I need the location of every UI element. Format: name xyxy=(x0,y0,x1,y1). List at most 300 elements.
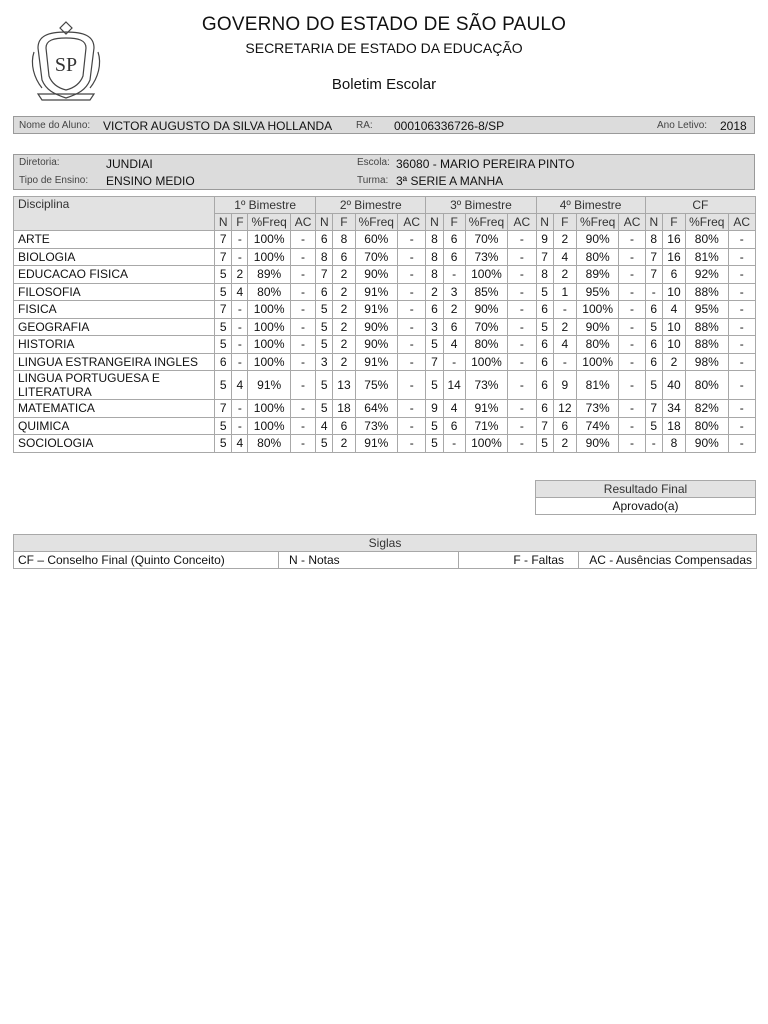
cell-absences: 6 xyxy=(553,417,576,435)
school-info-bar xyxy=(13,154,755,190)
cell-absences: - xyxy=(443,435,465,453)
cell-compensated: - xyxy=(619,336,645,354)
cell-frequency: 100% xyxy=(248,353,290,371)
cell-absences: - xyxy=(553,301,576,319)
cell-grade: 5 xyxy=(645,371,662,400)
cell-compensated: - xyxy=(508,400,536,418)
cell-frequency: 80% xyxy=(686,231,728,249)
cell-absences: 2 xyxy=(333,283,355,301)
cell-grade: 7 xyxy=(316,266,333,284)
cell-compensated: - xyxy=(619,266,645,284)
cell-grade: 7 xyxy=(536,248,553,266)
discipline-name: HISTORIA xyxy=(14,336,215,354)
subheader-ac: AC xyxy=(728,214,755,231)
discipline-name: SOCIOLOGIA xyxy=(14,435,215,453)
turma-value: 3ª SERIE A MANHA xyxy=(396,174,504,188)
cell-frequency: 90% xyxy=(686,435,728,453)
subheader-f: F xyxy=(232,214,248,231)
discipline-name: LINGUA PORTUGUESA E LITERATURA xyxy=(14,371,215,400)
cell-frequency: 100% xyxy=(248,231,290,249)
grades-table xyxy=(13,196,756,453)
cell-compensated: - xyxy=(619,371,645,400)
cell-compensated: - xyxy=(728,371,755,400)
cell-grade: 6 xyxy=(316,231,333,249)
cell-grade: 5 xyxy=(316,400,333,418)
cell-grade: 8 xyxy=(426,231,443,249)
cell-compensated: - xyxy=(728,417,755,435)
subheader-ac: AC xyxy=(398,214,426,231)
cell-grade: 5 xyxy=(215,266,232,284)
cell-grade: 5 xyxy=(426,336,443,354)
cell-frequency: 100% xyxy=(576,353,618,371)
cell-absences: 6 xyxy=(443,417,465,435)
cell-grade: 5 xyxy=(215,417,232,435)
cell-absences: 12 xyxy=(553,400,576,418)
cell-compensated: - xyxy=(728,266,755,284)
cell-frequency: 80% xyxy=(248,283,290,301)
cell-grade: 5 xyxy=(426,435,443,453)
subheader-f: F xyxy=(333,214,355,231)
cell-absences: - xyxy=(232,400,248,418)
cell-grade: 5 xyxy=(316,318,333,336)
period-header-1: 1º Bimestre xyxy=(215,197,316,214)
subheader-f: F xyxy=(662,214,685,231)
cell-absences: 2 xyxy=(333,353,355,371)
discipline-name: QUIMICA xyxy=(14,417,215,435)
cell-compensated: - xyxy=(290,231,315,249)
cell-compensated: - xyxy=(728,248,755,266)
cell-compensated: - xyxy=(290,353,315,371)
cell-grade: 5 xyxy=(316,435,333,453)
subheader-ac: AC xyxy=(619,214,645,231)
cell-compensated: - xyxy=(398,248,426,266)
cell-frequency: 100% xyxy=(465,353,507,371)
turma-label: Turma: xyxy=(357,175,389,186)
cell-compensated: - xyxy=(619,283,645,301)
ra-value: 000106336726-8/SP xyxy=(394,119,505,133)
cell-compensated: - xyxy=(398,266,426,284)
cell-absences: - xyxy=(232,417,248,435)
cell-absences: - xyxy=(232,353,248,371)
cell-grade: 5 xyxy=(316,301,333,319)
cell-compensated: - xyxy=(619,417,645,435)
cell-compensated: - xyxy=(728,336,755,354)
subheader-freq: %Freq xyxy=(576,214,618,231)
cell-absences: 4 xyxy=(662,301,685,319)
cell-absences: - xyxy=(232,318,248,336)
tipo-ensino-value: ENSINO MEDIO xyxy=(106,174,195,188)
cell-compensated: - xyxy=(728,353,755,371)
cell-compensated: - xyxy=(398,435,426,453)
subheader-freq: %Freq xyxy=(686,214,728,231)
cell-compensated: - xyxy=(508,301,536,319)
cell-absences: - xyxy=(232,248,248,266)
cell-grade: 6 xyxy=(426,301,443,319)
cell-compensated: - xyxy=(619,435,645,453)
cell-frequency: 70% xyxy=(465,231,507,249)
cell-compensated: - xyxy=(728,435,755,453)
cell-compensated: - xyxy=(508,248,536,266)
cell-compensated: - xyxy=(728,400,755,418)
cell-grade: 7 xyxy=(215,301,232,319)
table-row xyxy=(14,248,756,266)
table-row xyxy=(14,353,756,371)
cell-frequency: 100% xyxy=(465,435,507,453)
cell-frequency: 88% xyxy=(686,318,728,336)
cell-frequency: 100% xyxy=(248,336,290,354)
cell-compensated: - xyxy=(619,400,645,418)
cell-frequency: 91% xyxy=(355,301,397,319)
cell-grade: 6 xyxy=(536,353,553,371)
sigla-ac: AC - Ausências Compensadas xyxy=(579,552,757,569)
cell-compensated: - xyxy=(619,248,645,266)
cell-frequency: 80% xyxy=(576,248,618,266)
cell-compensated: - xyxy=(619,231,645,249)
cell-frequency: 91% xyxy=(355,283,397,301)
cell-compensated: - xyxy=(290,435,315,453)
cell-frequency: 75% xyxy=(355,371,397,400)
cell-grade: 5 xyxy=(645,318,662,336)
cell-grade: 3 xyxy=(316,353,333,371)
cell-absences: 2 xyxy=(333,336,355,354)
cell-frequency: 91% xyxy=(355,353,397,371)
cell-frequency: 91% xyxy=(248,371,290,400)
subheader-freq: %Freq xyxy=(248,214,290,231)
table-row xyxy=(14,231,756,249)
cell-grade: 5 xyxy=(426,417,443,435)
cell-frequency: 100% xyxy=(576,301,618,319)
cell-compensated: - xyxy=(508,435,536,453)
cell-compensated: - xyxy=(508,266,536,284)
cell-frequency: 73% xyxy=(355,417,397,435)
cell-compensated: - xyxy=(508,353,536,371)
cell-absences: 4 xyxy=(232,283,248,301)
cell-frequency: 100% xyxy=(248,318,290,336)
cell-compensated: - xyxy=(508,336,536,354)
cell-absences: 4 xyxy=(443,336,465,354)
discipline-name: EDUCACAO FISICA xyxy=(14,266,215,284)
subheader-f: F xyxy=(443,214,465,231)
cell-compensated: - xyxy=(728,231,755,249)
cell-frequency: 74% xyxy=(576,417,618,435)
cell-grade: 5 xyxy=(215,336,232,354)
cell-frequency: 90% xyxy=(465,301,507,319)
subheader-freq: %Freq xyxy=(355,214,397,231)
cell-grade: 9 xyxy=(426,400,443,418)
cell-grade: 5 xyxy=(215,318,232,336)
cell-grade: 6 xyxy=(215,353,232,371)
period-header-cf: CF xyxy=(645,197,755,214)
cell-grade: 6 xyxy=(536,371,553,400)
cell-absences: 3 xyxy=(443,283,465,301)
cell-frequency: 80% xyxy=(576,336,618,354)
cell-compensated: - xyxy=(508,231,536,249)
cell-grade: 5 xyxy=(426,371,443,400)
cell-grade: 4 xyxy=(316,417,333,435)
cell-absences: - xyxy=(443,266,465,284)
cell-frequency: 89% xyxy=(576,266,618,284)
cell-grade: 6 xyxy=(645,301,662,319)
cell-grade: 8 xyxy=(536,266,553,284)
cell-grade: 8 xyxy=(426,248,443,266)
cell-absences: 10 xyxy=(662,336,685,354)
cell-frequency: 91% xyxy=(465,400,507,418)
cell-frequency: 100% xyxy=(248,248,290,266)
table-row xyxy=(14,400,756,418)
cell-compensated: - xyxy=(290,400,315,418)
discipline-name: BIOLOGIA xyxy=(14,248,215,266)
cell-compensated: - xyxy=(290,266,315,284)
subheader-freq: %Freq xyxy=(465,214,507,231)
diretoria-value: JUNDIAI xyxy=(106,157,153,171)
cell-grade: 9 xyxy=(536,231,553,249)
table-row xyxy=(14,301,756,319)
cell-absences: 16 xyxy=(662,248,685,266)
final-result-value: Aprovado(a) xyxy=(536,498,756,515)
period-header-3: 3º Bimestre xyxy=(426,197,536,214)
cell-frequency: 80% xyxy=(248,435,290,453)
table-row xyxy=(14,417,756,435)
cell-frequency: 60% xyxy=(355,231,397,249)
table-row xyxy=(14,266,756,284)
cell-grade: 5 xyxy=(215,283,232,301)
cell-absences: - xyxy=(232,336,248,354)
cell-absences: 18 xyxy=(333,400,355,418)
document-title: GOVERNO DO ESTADO DE SÃO PAULO xyxy=(201,14,567,35)
subheader-n: N xyxy=(316,214,333,231)
cell-absences: 2 xyxy=(662,353,685,371)
table-row xyxy=(14,336,756,354)
cell-frequency: 73% xyxy=(576,400,618,418)
cell-absences: 6 xyxy=(443,318,465,336)
cell-compensated: - xyxy=(290,371,315,400)
cell-grade: 7 xyxy=(645,266,662,284)
tipo-ensino-label: Tipo de Ensino: xyxy=(19,175,89,186)
cell-frequency: 90% xyxy=(355,318,397,336)
cell-absences: 6 xyxy=(662,266,685,284)
cell-frequency: 90% xyxy=(355,266,397,284)
cell-grade: 7 xyxy=(215,400,232,418)
cell-grade: - xyxy=(645,283,662,301)
cell-grade: 5 xyxy=(645,417,662,435)
cell-grade: 5 xyxy=(215,371,232,400)
cell-grade: 6 xyxy=(536,336,553,354)
student-name: VICTOR AUGUSTO DA SILVA HOLLANDA xyxy=(103,119,333,133)
cell-frequency: 100% xyxy=(465,266,507,284)
cell-absences: 34 xyxy=(662,400,685,418)
student-name-label: Nome do Aluno: xyxy=(19,120,91,131)
subheader-n: N xyxy=(645,214,662,231)
subheader-n: N xyxy=(215,214,232,231)
cell-grade: 5 xyxy=(215,435,232,453)
cell-compensated: - xyxy=(728,301,755,319)
cell-grade: 7 xyxy=(426,353,443,371)
cell-absences: 14 xyxy=(443,371,465,400)
cell-absences: 16 xyxy=(662,231,685,249)
cell-compensated: - xyxy=(398,283,426,301)
year-value: 2018 xyxy=(720,119,747,133)
discipline-name: ARTE xyxy=(14,231,215,249)
cell-grade: 7 xyxy=(215,231,232,249)
cell-compensated: - xyxy=(290,301,315,319)
subheader-n: N xyxy=(536,214,553,231)
cell-compensated: - xyxy=(508,371,536,400)
cell-absences: 18 xyxy=(662,417,685,435)
cell-frequency: 88% xyxy=(686,336,728,354)
cell-frequency: 81% xyxy=(686,248,728,266)
cell-absences: 2 xyxy=(553,318,576,336)
cell-compensated: - xyxy=(728,318,755,336)
cell-absences: 4 xyxy=(553,336,576,354)
table-row xyxy=(14,318,756,336)
sigla-cf: CF – Conselho Final (Quinto Conceito) xyxy=(14,552,279,569)
cell-grade: 5 xyxy=(536,318,553,336)
cell-absences: 2 xyxy=(553,231,576,249)
cell-absences: 4 xyxy=(553,248,576,266)
cell-absences: 2 xyxy=(333,435,355,453)
table-row xyxy=(14,371,756,400)
cell-frequency: 82% xyxy=(686,400,728,418)
cell-absences: 4 xyxy=(443,400,465,418)
discipline-name: LINGUA ESTRANGEIRA INGLES xyxy=(14,353,215,371)
cell-grade: 6 xyxy=(645,336,662,354)
cell-compensated: - xyxy=(508,318,536,336)
discipline-name: FISICA xyxy=(14,301,215,319)
cell-grade: 7 xyxy=(215,248,232,266)
cell-grade: 6 xyxy=(536,400,553,418)
cell-compensated: - xyxy=(619,353,645,371)
cell-absences: 6 xyxy=(443,248,465,266)
cell-absences: 13 xyxy=(333,371,355,400)
period-header-4: 4º Bimestre xyxy=(536,197,645,214)
cell-grade: 7 xyxy=(645,400,662,418)
cell-compensated: - xyxy=(398,353,426,371)
cell-grade: 7 xyxy=(536,417,553,435)
escola-label: Escola: xyxy=(357,157,390,168)
cell-compensated: - xyxy=(398,371,426,400)
siglas-title: Siglas xyxy=(14,535,757,552)
svg-text:SP: SP xyxy=(54,54,78,76)
cell-absences: 9 xyxy=(553,371,576,400)
cell-frequency: 81% xyxy=(576,371,618,400)
cell-absences: 2 xyxy=(553,266,576,284)
year-label: Ano Letivo: xyxy=(657,120,708,131)
sigla-n: N - Notas xyxy=(279,552,459,569)
cell-compensated: - xyxy=(728,283,755,301)
cell-absences: 2 xyxy=(333,318,355,336)
cell-absences: 10 xyxy=(662,283,685,301)
cell-frequency: 64% xyxy=(355,400,397,418)
cell-grade: 7 xyxy=(645,248,662,266)
cell-frequency: 91% xyxy=(355,435,397,453)
cell-compensated: - xyxy=(508,283,536,301)
cell-absences: - xyxy=(443,353,465,371)
cell-compensated: - xyxy=(290,318,315,336)
cell-frequency: 95% xyxy=(686,301,728,319)
cell-compensated: - xyxy=(398,301,426,319)
cell-frequency: 73% xyxy=(465,248,507,266)
cell-grade: 8 xyxy=(426,266,443,284)
cell-frequency: 90% xyxy=(576,435,618,453)
cell-frequency: 80% xyxy=(686,371,728,400)
cell-absences: 6 xyxy=(443,231,465,249)
cell-frequency: 73% xyxy=(465,371,507,400)
document-type: Boletim Escolar xyxy=(331,76,437,93)
cell-grade: 8 xyxy=(316,248,333,266)
cell-absences: 8 xyxy=(333,231,355,249)
cell-frequency: 100% xyxy=(248,417,290,435)
cell-grade: 5 xyxy=(536,283,553,301)
cell-frequency: 95% xyxy=(576,283,618,301)
cell-frequency: 80% xyxy=(686,417,728,435)
cell-compensated: - xyxy=(290,248,315,266)
cell-absences: 1 xyxy=(553,283,576,301)
secretaria-subtitle: SECRETARIA DE ESTADO DA EDUCAÇÃO xyxy=(245,40,523,56)
cell-absences: 6 xyxy=(333,248,355,266)
cell-frequency: 92% xyxy=(686,266,728,284)
cell-compensated: - xyxy=(290,336,315,354)
cell-grade: 6 xyxy=(316,283,333,301)
cell-frequency: 80% xyxy=(465,336,507,354)
cell-frequency: 98% xyxy=(686,353,728,371)
student-info-bar xyxy=(13,116,755,134)
cell-grade: 3 xyxy=(426,318,443,336)
subheader-ac: AC xyxy=(508,214,536,231)
cell-compensated: - xyxy=(290,283,315,301)
final-result-box xyxy=(535,480,756,515)
cell-grade: 2 xyxy=(426,283,443,301)
cell-absences: - xyxy=(553,353,576,371)
cell-grade: 8 xyxy=(645,231,662,249)
cell-absences: 2 xyxy=(232,266,248,284)
cell-absences: 6 xyxy=(333,417,355,435)
escola-value: 36080 - MARIO PEREIRA PINTO xyxy=(396,157,575,171)
sigla-f: F - Faltas xyxy=(459,552,579,569)
table-row xyxy=(14,435,756,453)
cell-compensated: - xyxy=(398,336,426,354)
cell-absences: 2 xyxy=(443,301,465,319)
cell-frequency: 100% xyxy=(248,301,290,319)
cell-absences: - xyxy=(232,231,248,249)
cell-compensated: - xyxy=(398,417,426,435)
ra-label: RA: xyxy=(356,120,373,131)
cell-compensated: - xyxy=(619,301,645,319)
cell-absences: 8 xyxy=(662,435,685,453)
discipline-name: GEOGRAFIA xyxy=(14,318,215,336)
cell-compensated: - xyxy=(619,318,645,336)
cell-compensated: - xyxy=(290,417,315,435)
subheader-ac: AC xyxy=(290,214,315,231)
cell-absences: 40 xyxy=(662,371,685,400)
period-header-2: 2º Bimestre xyxy=(316,197,426,214)
cell-absences: - xyxy=(232,301,248,319)
cell-frequency: 85% xyxy=(465,283,507,301)
cell-frequency: 88% xyxy=(686,283,728,301)
cell-absences: 2 xyxy=(333,301,355,319)
discipline-name: MATEMATICA xyxy=(14,400,215,418)
cell-frequency: 90% xyxy=(576,231,618,249)
final-result-label: Resultado Final xyxy=(536,481,756,498)
cell-frequency: 71% xyxy=(465,417,507,435)
subheader-n: N xyxy=(426,214,443,231)
cell-frequency: 90% xyxy=(355,336,397,354)
discipline-header: Disciplina xyxy=(14,197,215,231)
cell-grade: 6 xyxy=(645,353,662,371)
cell-grade: 5 xyxy=(316,336,333,354)
cell-absences: 2 xyxy=(333,266,355,284)
diretoria-label: Diretoria: xyxy=(19,157,60,168)
cell-absences: 4 xyxy=(232,371,248,400)
